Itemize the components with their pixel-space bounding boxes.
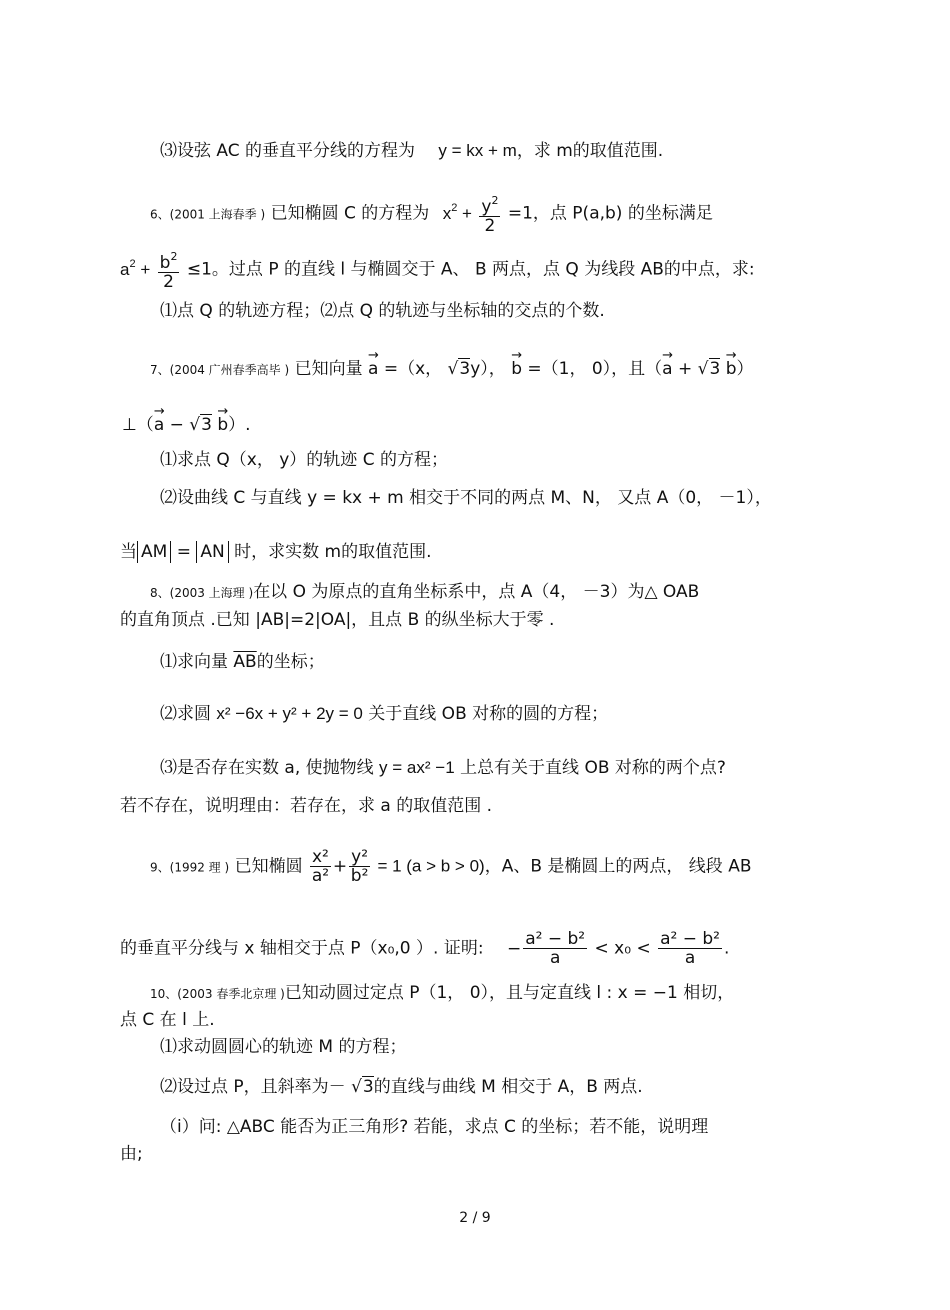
q7-line1: 7、(2004 广州春季高毕 ) 已知向量 → a =（x， √3y）， → b =（1， 0），且（→ a + √3 → b） xyxy=(150,358,754,381)
q8-part2: ⑵求圆 x² −6x + y² + 2y = 0 关于直线 OB 对称的圆的方程； xyxy=(160,704,609,724)
q9-line2: 的垂直平分线与 x 轴相交于点 P（x₀,0 ）. 证明: − $\frac{\text{a² − b²}}{a}$ < x₀ < $\frac{\text{a² − b²}}{a}$ . xyxy=(120,929,730,968)
q8-part1: ⑴求向量 $\overline{AB}$的坐标； xyxy=(160,652,325,672)
q6-parts: ⑴点 Q 的轨迹方程；⑵点 Q 的轨迹与坐标轴的交点的个数. xyxy=(160,301,605,321)
q9-line1: 9、(1992 理 ) 已知椭圆 $\frac{\text{x²}}{\text{a²}}$ + $\frac{\text{y²}}{\text{b²}}$ = 1 (a > b > 0)，A、B 是椭圆上的两点， 线段 AB xyxy=(150,847,752,886)
q8-line1: 8、(2003 上海理 )在以 O 为原点的直角坐标系中，点 A（4， －3）为△ OAB xyxy=(150,582,700,602)
q7-line2: ⊥（→ a − √3 → b）. xyxy=(122,414,251,436)
q6-frac: $\frac{y^2}{2}$ xyxy=(481,194,499,236)
q10-sub-i: （i）问: △ABC 能否为正三角形? 若能，求点 C 的坐标；若不能，说明理 xyxy=(160,1117,709,1137)
vector-b: → b xyxy=(511,358,522,380)
q7-part2: ⑵设曲线 C 与直线 y = kx + m 相交于不同的两点 M、N， 又点 A（0， －1）， xyxy=(160,488,772,508)
q6-cond-frac: $\frac{b^2}{2}$ xyxy=(159,250,178,292)
q8-line2: 的直角顶点 .已知 |AB|=2|OA|，且点 B 的纵坐标大于零 . xyxy=(120,610,555,630)
q10-part2: ⑵设过点 P，且斜率为－ √3的直线与曲线 M 相交于 A，B 两点. xyxy=(160,1077,643,1097)
q5-part3: ⑶设弦 AC 的垂直平分线的方程为 y = kx + m，求 m的取值范围. xyxy=(160,141,664,161)
q9-ineq-right: $\frac{\text{a² − b²}}{a}$ xyxy=(660,929,720,968)
q7-part1: ⑴求点 Q（x， y）的轨迹 C 的方程； xyxy=(160,450,448,470)
q9-frac-x: $\frac{\text{x²}}{\text{a²}}$ xyxy=(311,847,330,886)
q6-line2: $a^2$ + $\frac{b^2}{2}$ ≤1。过点 P 的直线 l 与椭圆交于 A、 B 两点，点 Q 为线段 AB的中点，求: xyxy=(120,250,755,292)
q10-part1: ⑴求动圆圆心的轨迹 M 的方程； xyxy=(160,1037,407,1057)
vector-a: → a xyxy=(368,358,378,380)
q9-ineq-left: $\frac{\text{a² − b²}}{a}$ xyxy=(525,929,586,968)
vector-ab: $\overline{AB}$ xyxy=(233,652,257,672)
page-number: 2 / 9 xyxy=(459,1210,491,1226)
q9-frac-y: $\frac{\text{y²}}{\text{b²}}$ xyxy=(350,847,369,886)
q10-line2: 点 C 在 l 上. xyxy=(120,1010,215,1030)
q6-line1: 6、(2001 上海春季 ) 已知椭圆 C 的方程为 $x^2$ + $\frac{y^2}{2}$ =1，点 P(a,b) 的坐标满足 xyxy=(150,194,713,236)
q7-part3: 当 AM = AN 时，求实数 m的取值范围. xyxy=(120,542,432,562)
q8-part4: 若不存在，说明理由：若存在，求 a 的取值范围 . xyxy=(120,796,493,816)
q10-sub-i-cont: 由; xyxy=(120,1144,143,1164)
q8-part3: ⑶是否存在实数 a, 使抛物线 y = ax² −1 上总有关于直线 OB 对称的两个点? xyxy=(160,758,726,778)
q10-line1: 10、(2003 春季北京理 )已知动圆过定点 P（1， 0），且与定直线 l : x = −1 相切， xyxy=(150,983,735,1003)
